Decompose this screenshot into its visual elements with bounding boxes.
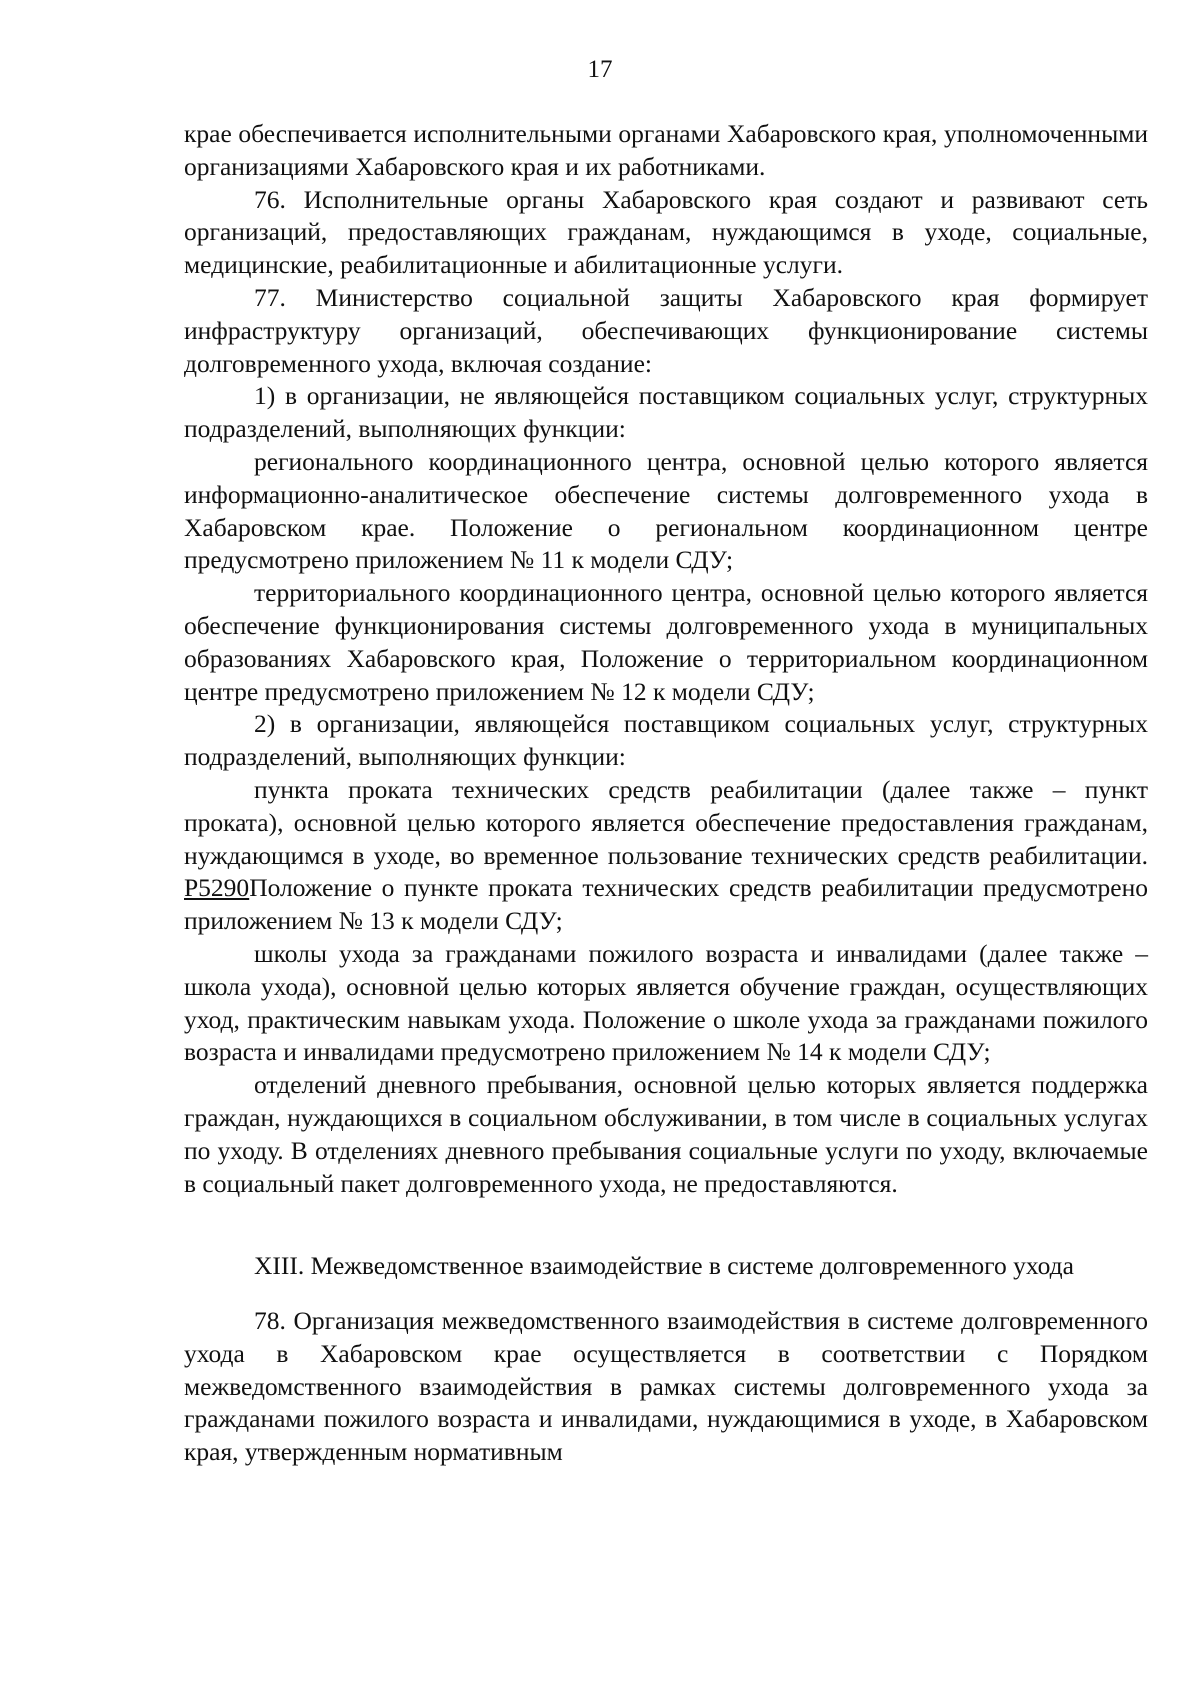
page-number: 17 xyxy=(587,56,613,83)
list-item-2: 2) в организации, являющейся поставщиком социальных услуг, структурных подразделений, выполняющих функции: xyxy=(184,709,1148,772)
rental-text-start: пункта проката технических средств реабилитации (далее также – пункт проката), основной целью которого является обеспечение предоставления гражданам, нуждающимся в уходе, во временное пользование технических средств реабилитации. xyxy=(184,774,1148,870)
paragraph-continuation: крае обеспечивается исполнительными органами Хабаровского края, уполномоченными организациями Хабаровского края и их работниками. xyxy=(184,119,1148,181)
rental-text-end: Положение о пункте проката технических средств реабилитации предусмотрено приложением № 13 к модели СДУ; xyxy=(184,873,1148,936)
day-care-paragraph: отделений дневного пребывания, основной целью которых является поддержка граждан, нуждающихся в социальном обслуживании, в том числе в социальных услугах по уходу. В отделениях дневного пребывания социальные услуги по уходу, включаемые в социальный пакет долговременного ухода, не предоставляются. xyxy=(184,1070,1148,1198)
regional-center-paragraph: регионального координационного центра, основной целью которого является информационно-аналитическое обеспечение системы долговременного ухода в Хабаровском крае. Положение о региональном координационном центре предусмотрено приложением № 11 к модели СДУ; xyxy=(184,446,1148,575)
rental-point-paragraph xyxy=(184,774,1148,938)
paragraph-78: 78. Организация межведомственного взаимодействия в системе долговременного ухода в Хабаровском крае осуществляется в соответствии с Порядком межведомственного взаимодействия в рамках системы долговременного ухода за гражданами пожилого возраста и инвалидами, нуждающимися в уходе, в Хабаровском края, утвержденным нормативным xyxy=(184,1306,1148,1467)
paragraph-77: 77. Министерство социальной защиты Хабаровского края формирует инфраструктуру организаций, обеспечивающих функционирование системы долговременного ухода, включая создание: xyxy=(184,282,1148,378)
document-body xyxy=(184,118,1148,1469)
paragraph-76: 76. Исполнительные органы Хабаровского края создают и развивают сеть организаций, предоставляющих гражданам, нуждающимся в уходе, социальные, медицинские, реабилитационные и абилитационные услуги. xyxy=(184,184,1148,280)
section-heading: XIII. Межведомственное взаимодействие в системе долговременного ухода xyxy=(254,1251,1074,1281)
reference-link[interactable]: P5290 xyxy=(184,873,250,903)
list-item-1: 1) в организации, не являющейся поставщиком социальных услуг, структурных подразделений, выполняющих функции: xyxy=(184,381,1148,444)
territorial-center-paragraph: территориального координационного центра, основной целью которого является обеспечение функционирования системы долговременного ухода в муниципальных образованиях Хабаровского края, Положение о территориальном координационном центре предусмотрено приложением № 12 к модели СДУ; xyxy=(184,578,1148,706)
care-school-paragraph: школы ухода за гражданами пожилого возраста и инвалидами (далее также – школа ухода), основной целью которых является обучение граждан, осуществляющих уход, практическим навыкам ухода. Положение о школе ухода за гражданами пожилого возраста и инвалидами предусмотрено приложением № 14 к модели СДУ; xyxy=(184,938,1148,1067)
